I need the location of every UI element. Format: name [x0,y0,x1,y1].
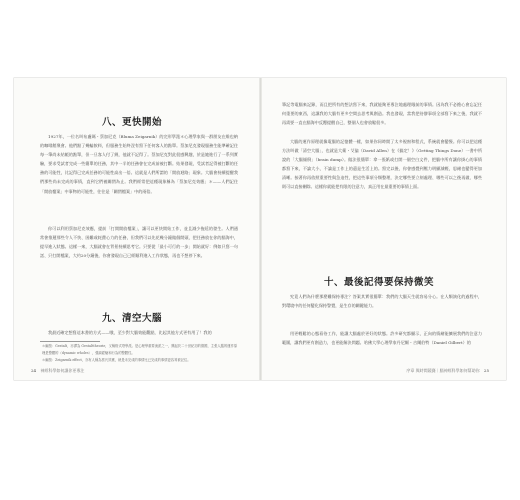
section-9-paragraph-1: 我最近確定想寫這本書的方式——哦，至少對大腦效能觀點，比起其他方式更有用了！我的 [48,330,212,335]
page-number: 24 [31,368,37,373]
right-page-footer [406,368,492,374]
running-title: 序章 與時間競賽｜腦神經科學如何幫助你 [406,368,480,373]
left-page [14,78,259,380]
left-page-footer [28,368,84,374]
right-page [262,78,506,380]
section-8-paragraph-1: 1927年，一位名叫布盧瑪・蔡加尼克（Bluma Zeigarnik）的完形學派＊心理學家與一群朋友在維也納的咖啡館聚會。他們點了幾輪飲料，但服務生始終沒有寫下任何客人的點單。蔡加尼克發現服務生能準確記住每一筆尚未結帳的點單，但一旦客人付了錢，他就不記得了。蔡加尼克對此很感興趣，於是她進行了一系列實驗，要求受試者完成一些簡單的任務，其中一半的任務會在完成前被打斷。結果發現，受試者記得被打斷的任務的可能性，比記得已完成任務的可能性高出一倍。這就是人們所謂的「開放迴路」現象。大腦會持續提醒我們那些尚未完成的事情，直到它們被關閉為止。我們經常把這種現象稱為「蔡加尼克效應」＊——人們記住「開放檔案」中事物的可能性，往往是「關閉檔案」中的兩倍。 [40,134,238,194]
right-paragraph-top: 筆記等電腦來記錄，而且把所有的想法寫下來，我就能夠更專注地處理眼前的事情。因為我不必擔心會忘記任何重要的東西，這讓我的大腦有更多空間去思考與創造。我也發現，當我把待辦事項全部寫下來之後，我就不再需要一直在腦海中反覆提醒自己，整個人也會放鬆很多。 [282,102,482,126]
section-9-heading: 九、清空大腦 [102,313,163,324]
right-paragraph-middle: 大腦的運作原理就像電腦的記憶體一樣，如果你同時開了太多視窗和程式，系統就會變慢。你可以把這種方法叫做「清空大腦」，也就是大衛・艾倫（David Allen）在《搞定！》（Getting Things Done）一書中所說的「大腦傾倒」（brain dump）。做法很簡單：拿一張紙或打開一個空白文件，把腦中所有讓你掛心的事情都寫下來，不論大小，不論是工作上的還是生活上的。寫完以後，你會感覺到壓力明顯減輕，思緒也變得更加清晰。接著你再依照重要性與急迫性，把這些事項分類整理，決定哪些要立刻處理、哪些可以之後再做、哪些則可以直接刪除。這樣你就能把有限的注意力，真正用在最重要的事情上面。 [282,139,482,190]
section-10-paragraph-2: 用更輕鬆的心態看待工作，能讓大腦處於更好的狀態。許多研究都顯示，正向的情緒能擴展我們的注意力範圍，讓我們更有創造力，也更能解決問題。哈佛大學心理學家丹尼爾・吉爾伯特（Daniel Gilbert）的 [282,331,482,346]
section-10-heading: 十、最後記得要保持微笑 [324,277,435,288]
section-10-paragraph-1: 究竟人們為什麼那麼難保持專注？答案其實很簡單：我們的大腦天生就容易分心。在人類演化的過程中，對環境中的任何變化保持警覺，是生存的關鍵能力。 [282,294,482,309]
footnote-gestalt: ＊編按：Gestalt，亦譯為 Gestalttheorie，又稱格式塔學派。是心理學重要流派之一，興起於二十世紀初的德國，主張人腦的運作原理是整體的（dynamic wholes），強調經驗和行為的整體性。 [42,344,238,355]
section-8-heading: 八、更快開始 [102,117,163,128]
section-8-paragraph-2: 你可以利用蔡加尼克效應，提前「打開開放檔案」，讓可以更快開始工作，並且減少拖延的發生。人們通常會推遲那些令人不快、困難或耗費心力的任務，但我們可以先花幾分鐘做個開頭，把任務放在你的腦海中，提早進入狀態。這樣一來，大腦就會在背景持續思考它。只要從「最小可行的一步」開始就好：例如只寫一句話、只打開檔案，大約20分鐘後，你會發現自己已經順利進入工作狀態，再也不想停下來。 [40,226,238,259]
running-title: 神經科學如何讓你更專注 [40,368,85,373]
footnote-zeigarnik: ＊編按：Zeigarnik effect，亦有人稱為蔡氏效應，就是未完成的事情比已完成的事情更容易被記住。 [42,358,191,362]
book-spread [14,78,506,380]
footnote-rule [40,341,100,342]
page-number: 25 [483,368,489,373]
